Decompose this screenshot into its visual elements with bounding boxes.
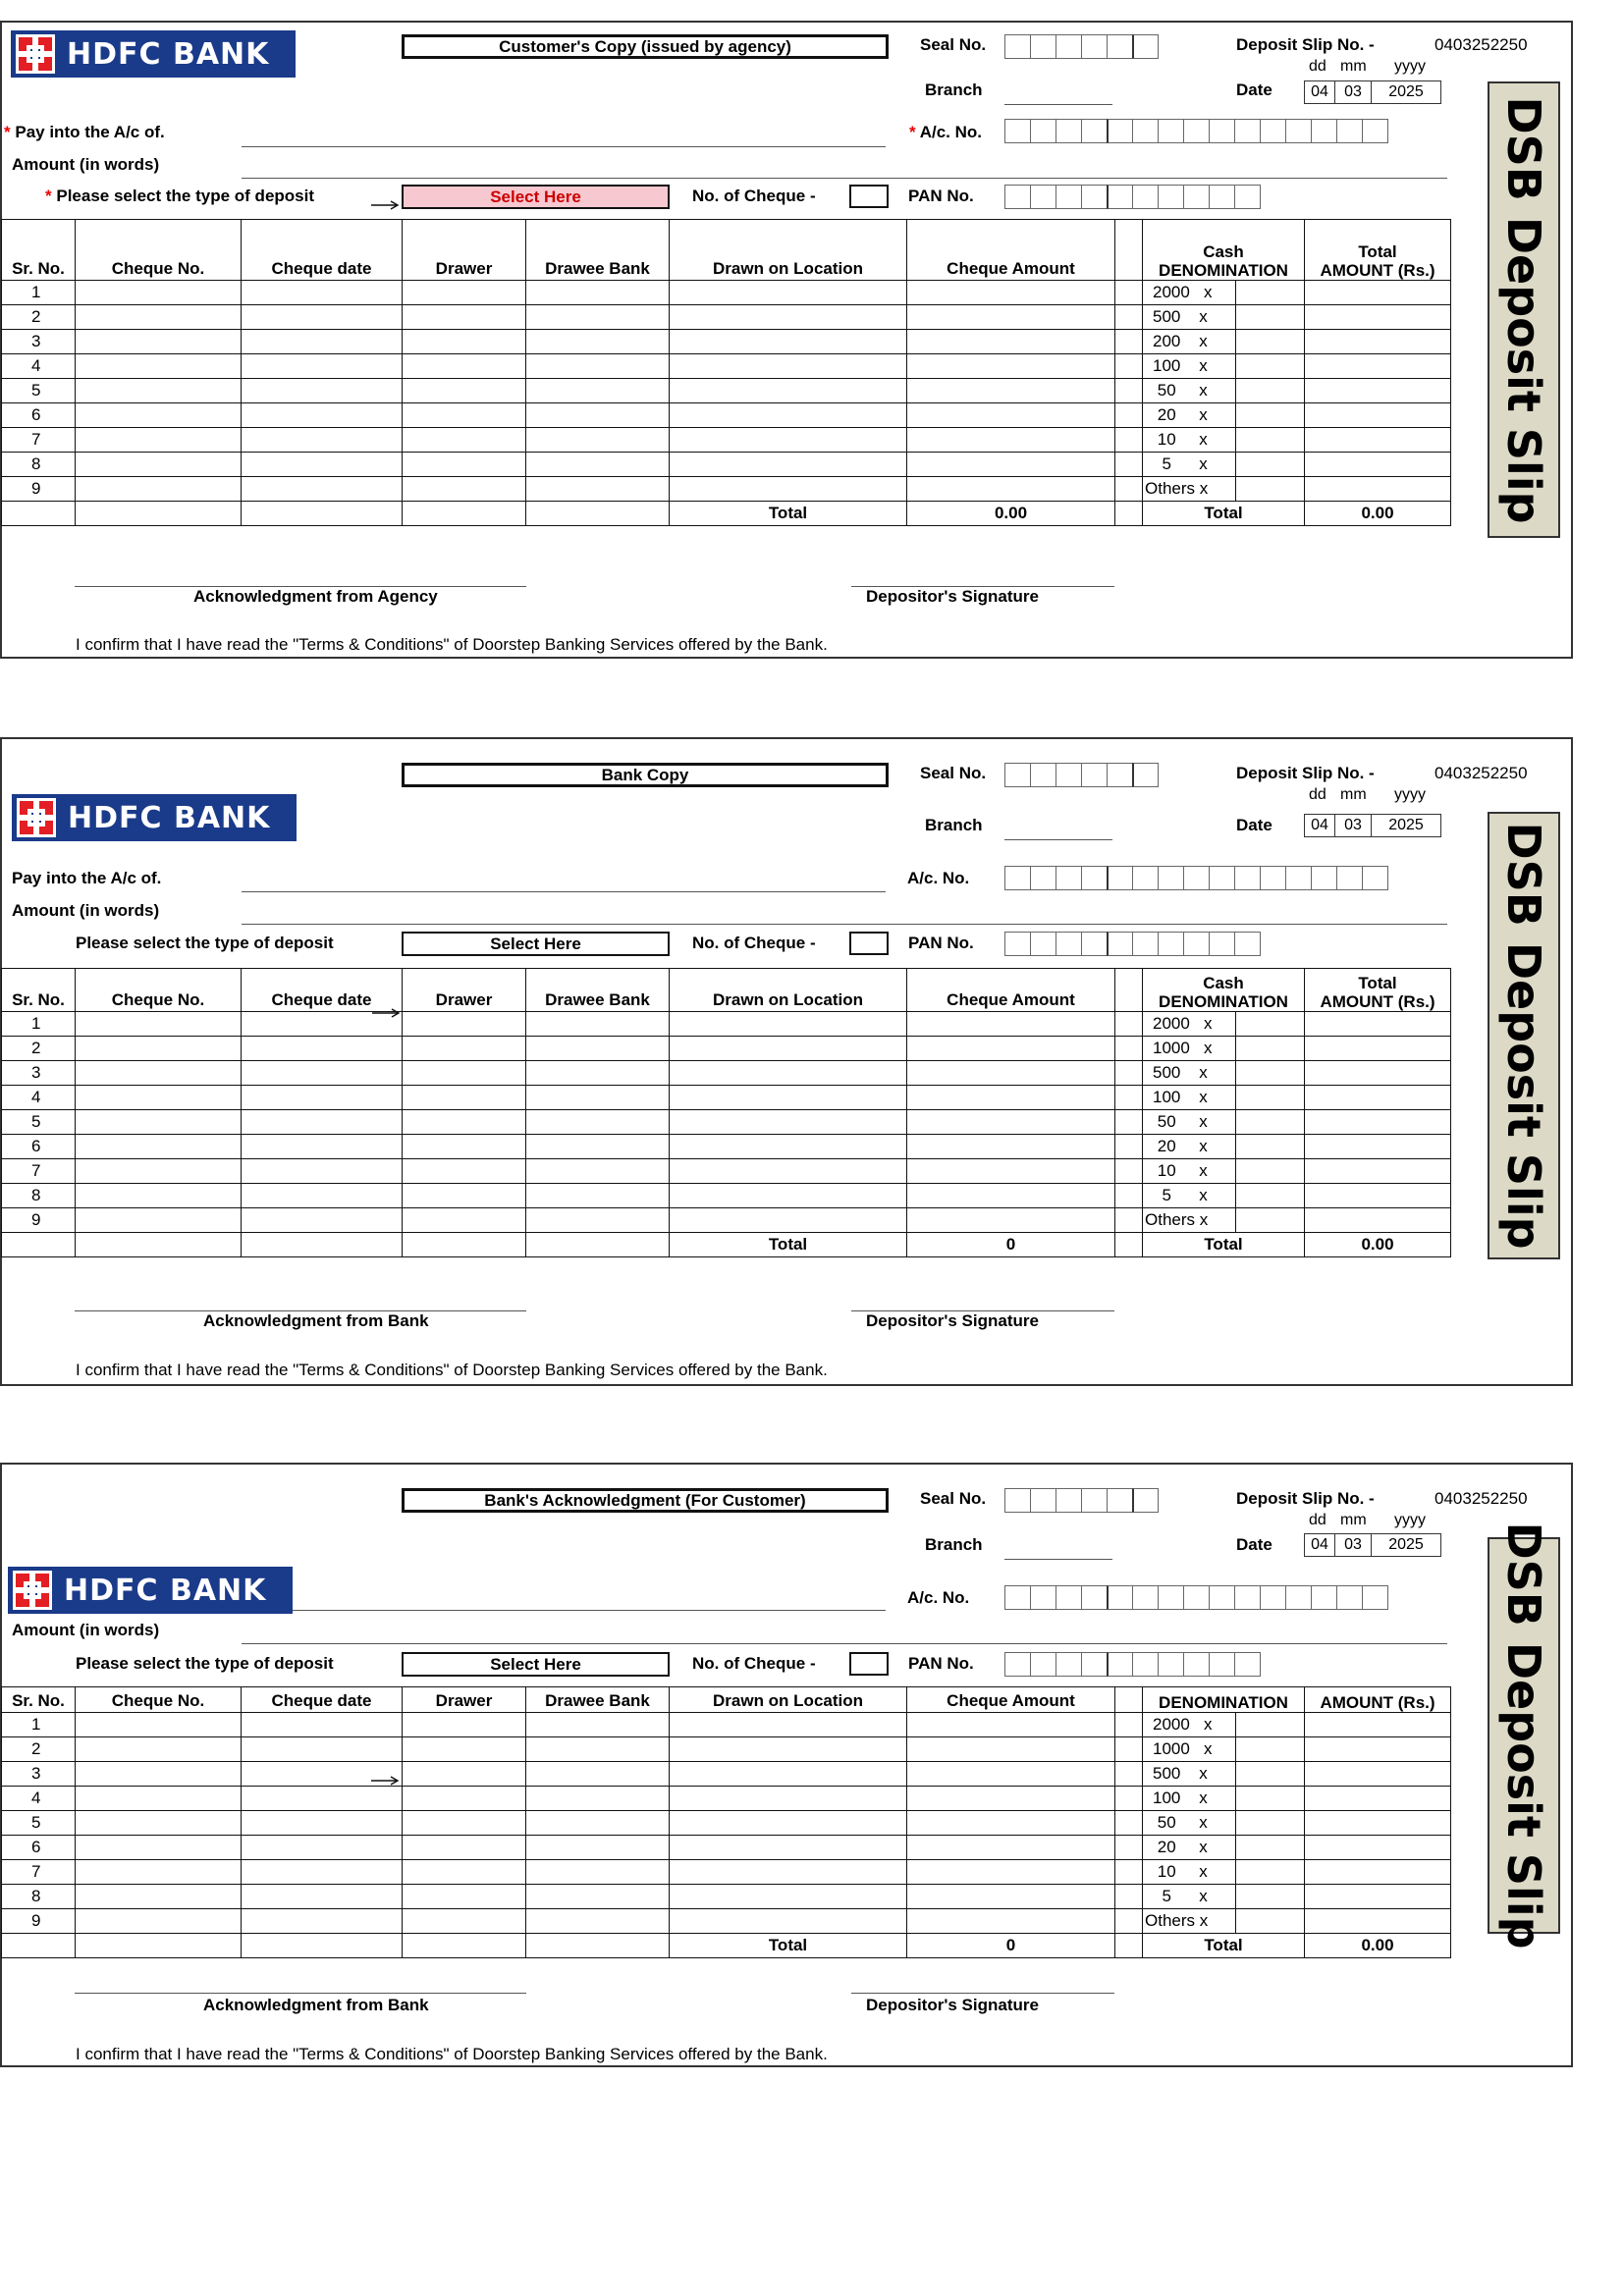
denom-row[interactable]: 500 x [1115,1061,1451,1086]
row-number: 3 [2,1762,76,1787]
pan-no-label: PAN No. [908,187,974,205]
mm-label: mm [1340,58,1367,75]
row-number: 5 [2,1811,76,1836]
col-drawee-bank: Drawee Bank [526,969,670,1012]
dd-label: dd [1309,58,1326,75]
cash-total-label: Total [1143,1233,1305,1257]
terms-text: I confirm that I have read the "Terms & Conditions" of Doorstep Banking Services offered by the Bank. [76,1361,828,1379]
seal-no-label: Seal No. [920,1489,987,1508]
denom-row[interactable]: 2000 x [1115,1713,1451,1737]
side-title: DSB Deposit Slip [1497,95,1550,524]
amount-words-field[interactable] [242,1643,1447,1644]
deposit-type-select[interactable]: Select Here [402,185,670,209]
col-cheque-amount: Cheque Amount [907,1687,1115,1713]
table-row[interactable] [2,281,1115,305]
deposit-slip-number: 0403252250 [1435,764,1528,782]
select-type-label: Please select the type of deposit [76,1654,334,1673]
denom-row[interactable]: Others x [1115,1208,1451,1233]
no-of-cheque-label: No. of Cheque - [692,1654,816,1673]
row-number: 9 [2,477,76,502]
table-row[interactable] [2,1713,1115,1737]
table-row[interactable] [2,1762,1115,1787]
branch-field[interactable] [1004,104,1112,105]
denom-row[interactable]: 20 x [1115,403,1451,428]
row-number: 1 [2,1012,76,1037]
seal-no-field[interactable] [1004,763,1158,787]
row-number: 2 [2,305,76,330]
seal-no-label: Seal No. [920,35,987,54]
date-yyyy: 2025 [1388,817,1424,833]
denomination-header: DENOMINATION [1143,1687,1305,1713]
cheque-table [1,219,1115,526]
dd-label: dd [1309,786,1326,803]
denom-row[interactable]: 5 x [1115,453,1451,477]
deposit-slip-no-label: Deposit Slip No. - [1236,1489,1375,1508]
denom-row[interactable]: 100 x [1115,354,1451,379]
branch-label: Branch [925,1535,983,1554]
row-number: 3 [2,330,76,354]
arrow-icon [372,1008,400,1018]
select-type-label: Please select the type of deposit [76,934,334,952]
col-drawer: Drawer [403,220,526,281]
amount-words-field[interactable] [242,924,1447,925]
table-row[interactable] [2,1061,1115,1086]
pan-no-label: PAN No. [908,1654,974,1673]
hdfc-logo-icon [17,798,56,837]
amount-words-label: Amount (in words) [12,901,160,920]
denom-row[interactable]: 100 x [1115,1787,1451,1811]
col-sr-no: Sr. No. [2,1687,76,1713]
cash-denomination-table [1114,968,1451,1257]
cheque-total-label: Total [670,1233,907,1257]
table-row[interactable] [2,379,1115,403]
denom-row[interactable]: 500 x [1115,1762,1451,1787]
table-row[interactable] [2,330,1115,354]
deposit-slip-no-label: Deposit Slip No. - [1236,35,1375,54]
depositor-signature-label: Depositor's Signature [866,587,1039,606]
table-row[interactable] [2,354,1115,379]
denom-row[interactable]: 1000 x [1115,1037,1451,1061]
denom-row[interactable]: 20 x [1115,1135,1451,1159]
date-field[interactable] [1304,1533,1441,1557]
bank-name: HDFC BANK [64,1573,267,1608]
branch-field[interactable] [1004,839,1112,840]
col-cheque-date: Cheque date [242,1687,403,1713]
cash-denomination-table [1114,1686,1451,1958]
table-row[interactable] [2,1135,1115,1159]
cheque-total-value: 0 [907,1934,1115,1958]
hdfc-logo-icon [16,34,55,74]
date-dd: 04 [1305,81,1335,103]
cheque-total-label: Total [670,502,907,526]
mm-label: mm [1340,786,1367,803]
copy-label: Bank Copy [402,763,889,787]
total-amount-header: AMOUNT (Rs.) [1305,1687,1451,1713]
bank-name: HDFC BANK [68,800,271,835]
required-mark: * [4,123,11,141]
total-amount-header: Total AMOUNT (Rs.) [1305,969,1451,1012]
date-yyyy: 2025 [1388,1536,1424,1553]
depositor-signature-label: Depositor's Signature [866,1311,1039,1330]
col-cheque-no: Cheque No. [76,1687,242,1713]
denom-row[interactable]: 10 x [1115,1159,1451,1184]
deposit-type-select[interactable]: Select Here [402,1652,670,1677]
seal-no-field[interactable] [1004,1488,1158,1513]
col-cheque-no: Cheque No. [76,969,242,1012]
row-number: 7 [2,428,76,453]
row-number: 6 [2,1836,76,1860]
cheque-table [1,1686,1115,1958]
col-cheque-amount: Cheque Amount [907,220,1115,281]
row-number: 5 [2,379,76,403]
row-number: 8 [2,453,76,477]
table-row[interactable] [2,1860,1115,1885]
yyyy-label: yyyy [1394,786,1426,803]
denom-row[interactable]: 2000 x [1115,281,1451,305]
col-sr-no: Sr. No. [2,220,76,281]
table-row[interactable] [2,1737,1115,1762]
denom-row[interactable]: 50 x [1115,1811,1451,1836]
copy-label: Bank's Acknowledgment (For Customer) [402,1488,889,1513]
table-row[interactable] [2,1184,1115,1208]
side-title-panel [1488,812,1560,1259]
deposit-slip-number: 0403252250 [1435,1489,1528,1508]
row-number: 9 [2,1208,76,1233]
required-mark: * [45,187,52,205]
row-number: 2 [2,1037,76,1061]
date-label: Date [1236,80,1272,99]
side-title-panel [1488,1522,1560,1949]
date-mm: 03 [1335,815,1372,836]
table-row[interactable] [2,453,1115,477]
col-cheque-date: Cheque date [242,969,403,1012]
pay-into-label [4,123,165,142]
select-type-text: Please select the type of deposit [56,187,315,205]
date-mm: 03 [1335,1534,1372,1556]
copy-label: Customer's Copy (issued by agency) [402,34,889,59]
hdfc-logo [12,794,297,841]
row-number: 4 [2,1086,76,1110]
date-field[interactable] [1304,80,1441,104]
date-dd: 04 [1305,1534,1335,1556]
row-number: 7 [2,1860,76,1885]
denomination-header: Cash DENOMINATION [1143,220,1305,281]
denom-row[interactable]: 1000 x [1115,1737,1451,1762]
col-drawer: Drawer [403,969,526,1012]
denom-row[interactable]: Others x [1115,1909,1451,1934]
ack-label: Acknowledgment from Bank [203,1311,429,1330]
no-of-cheque-field[interactable] [849,1652,889,1676]
pan-no-field[interactable] [1004,185,1260,209]
hdfc-logo [8,1567,293,1614]
side-title: DSB Deposit Slip [1497,822,1550,1250]
no-of-cheque-label: No. of Cheque - [692,187,816,205]
table-row[interactable] [2,1885,1115,1909]
table-row[interactable] [2,1037,1115,1061]
denom-row[interactable]: 200 x [1115,330,1451,354]
branch-label: Branch [925,816,983,834]
denom-row[interactable]: 10 x [1115,428,1451,453]
col-cheque-date: Cheque date [242,220,403,281]
table-row[interactable] [2,1208,1115,1233]
col-sr-no: Sr. No. [2,969,76,1012]
row-number: 3 [2,1061,76,1086]
no-of-cheque-field[interactable] [849,932,889,955]
table-row[interactable] [2,1909,1115,1934]
table-row[interactable] [2,403,1115,428]
denom-row[interactable]: 100 x [1115,1086,1451,1110]
pay-into-field[interactable] [242,891,886,892]
terms-text: I confirm that I have read the "Terms & Conditions" of Doorstep Banking Services offered by the Bank. [76,635,828,654]
yyyy-label: yyyy [1394,58,1426,75]
ack-label: Acknowledgment from Agency [193,587,438,606]
row-number: 6 [2,403,76,428]
seal-no-field[interactable] [1004,34,1158,59]
ac-no-field[interactable] [1004,866,1387,890]
no-of-cheque-label: No. of Cheque - [692,934,816,952]
arrow-icon [371,200,399,210]
yyyy-label: yyyy [1394,1512,1426,1528]
table-row[interactable] [2,428,1115,453]
side-title-panel [1488,81,1560,538]
denom-row[interactable]: 500 x [1115,305,1451,330]
required-mark: * [909,123,916,141]
date-label: Date [1236,816,1272,834]
date-yyyy: 2025 [1388,83,1424,100]
cheque-total-label: Total [670,1934,907,1958]
cash-total-value: 0.00 [1305,502,1451,526]
row-number: 9 [2,1909,76,1934]
cheque-table [1,968,1115,1257]
table-row[interactable] [2,305,1115,330]
denom-row[interactable]: 5 x [1115,1885,1451,1909]
col-drawn-location: Drawn on Location [670,969,907,1012]
depositor-signature-label: Depositor's Signature [866,1996,1039,2014]
row-number: 2 [2,1737,76,1762]
cash-denomination-table [1114,219,1451,526]
slip-bank-copy [0,737,1573,1386]
amount-words-label: Amount (in words) [12,1621,160,1639]
denom-row[interactable]: 5 x [1115,1184,1451,1208]
pay-into-label: Pay into the A/c of. [12,869,162,887]
cash-total-value: 0.00 [1305,1233,1451,1257]
amount-words-field[interactable] [242,178,1447,179]
cash-total-value: 0.00 [1305,1934,1451,1958]
denom-row[interactable]: Others x [1115,477,1451,502]
row-number: 5 [2,1110,76,1135]
branch-label: Branch [925,80,983,99]
cheque-total-value: 0 [907,1233,1115,1257]
row-number: 8 [2,1184,76,1208]
amount-words-label: Amount (in words) [12,155,160,174]
branch-field[interactable] [1004,1559,1112,1560]
no-of-cheque-field[interactable] [849,185,889,208]
pan-no-label: PAN No. [908,934,974,952]
col-drawer: Drawer [403,1687,526,1713]
table-row[interactable] [2,477,1115,502]
row-number: 8 [2,1885,76,1909]
table-row[interactable] [2,1836,1115,1860]
denom-row[interactable]: 10 x [1115,1860,1451,1885]
seal-no-label: Seal No. [920,764,987,782]
denom-row[interactable]: 2000 x [1115,1012,1451,1037]
deposit-slip-no-label: Deposit Slip No. - [1236,764,1375,782]
col-cheque-no: Cheque No. [76,220,242,281]
pan-no-field[interactable] [1004,1652,1260,1677]
col-drawn-location: Drawn on Location [670,1687,907,1713]
ac-no-label: A/c. No. [907,1588,970,1607]
side-title: DSB Deposit Slip [1497,1522,1550,1949]
hdfc-logo [11,30,296,78]
col-drawee-bank: Drawee Bank [526,1687,670,1713]
terms-text: I confirm that I have read the "Terms & Conditions" of Doorstep Banking Services offered by the Bank. [76,2045,828,2063]
ack-label: Acknowledgment from Bank [203,1996,429,2014]
col-drawee-bank: Drawee Bank [526,220,670,281]
table-row[interactable] [2,1012,1115,1037]
date-label: Date [1236,1535,1272,1554]
col-cheque-amount: Cheque Amount [907,969,1115,1012]
row-number: 4 [2,1787,76,1811]
select-type-label [45,187,314,206]
table-row[interactable] [2,1159,1115,1184]
denom-row[interactable]: 50 x [1115,1110,1451,1135]
row-number: 7 [2,1159,76,1184]
deposit-type-select[interactable]: Select Here [402,932,670,956]
ac-no-label: A/c. No. [907,869,970,887]
deposit-slip-number: 0403252250 [1435,35,1528,54]
table-row[interactable] [2,1086,1115,1110]
ac-no-label [909,123,982,142]
cash-total-label: Total [1143,502,1305,526]
pan-no-field[interactable] [1004,932,1260,956]
row-number: 4 [2,354,76,379]
denom-row[interactable]: 50 x [1115,379,1451,403]
pay-into-field[interactable] [293,1610,886,1611]
arrow-icon [371,1776,399,1786]
date-field[interactable] [1304,814,1441,837]
col-drawn-location: Drawn on Location [670,220,907,281]
denom-row[interactable]: 20 x [1115,1836,1451,1860]
table-row[interactable] [2,1110,1115,1135]
date-mm: 03 [1335,81,1372,103]
ac-no-text: A/c. No. [919,123,983,141]
table-row[interactable] [2,1787,1115,1811]
pay-into-field[interactable] [242,146,886,147]
mm-label: mm [1340,1512,1367,1528]
date-dd: 04 [1305,815,1335,836]
cash-total-label: Total [1143,1934,1305,1958]
ac-no-field[interactable] [1004,119,1387,143]
table-row[interactable] [2,1811,1115,1836]
total-amount-header: Total AMOUNT (Rs.) [1305,220,1451,281]
row-number: 1 [2,1713,76,1737]
cheque-total-value: 0.00 [907,502,1115,526]
ac-no-field[interactable] [1004,1585,1387,1610]
row-number: 6 [2,1135,76,1159]
pay-into-text: Pay into the A/c of. [15,123,165,141]
slip-bank-acknowledgment [0,1463,1573,2067]
hdfc-logo-icon [13,1571,52,1610]
slip-customer-copy [0,21,1573,659]
bank-name: HDFC BANK [67,36,270,72]
row-number: 1 [2,281,76,305]
dd-label: dd [1309,1512,1326,1528]
ack-signature-line [75,1993,526,1994]
depositor-signature-line [851,1993,1114,1994]
denomination-header: Cash DENOMINATION [1143,969,1305,1012]
